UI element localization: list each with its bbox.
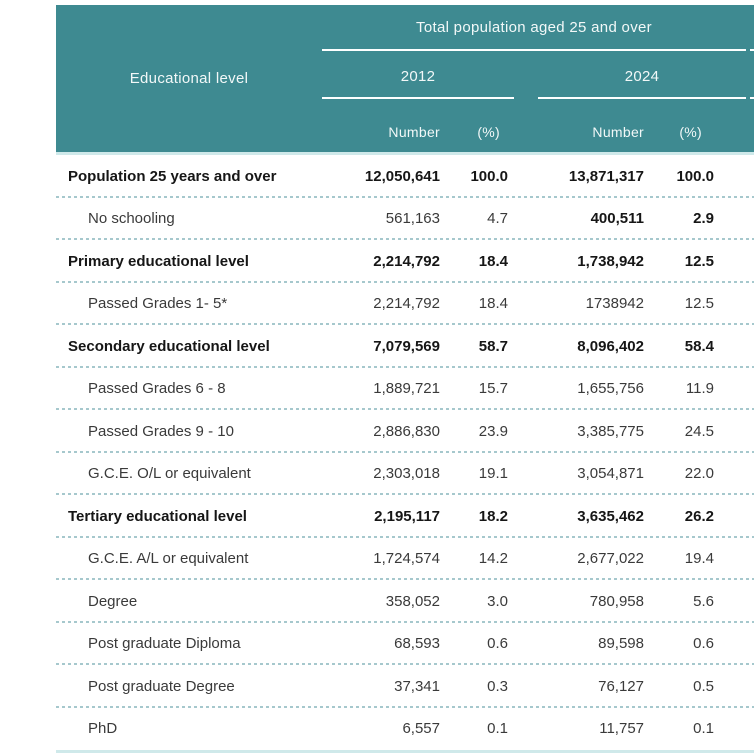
value-2024-percent: 22.0 [684,465,714,483]
educational-level-column-header: Educational level [129,70,249,87]
underline-2012 [322,97,514,99]
value-2012-number: 6,557 [402,720,440,738]
table-row [56,623,754,666]
table-row [56,283,754,326]
education-table [56,5,754,753]
value-2012-number: 2,214,792 [373,295,440,313]
value-2012-number: 358,052 [385,592,440,610]
value-2024-number: 13,871,317 [568,167,644,185]
row-label: Primary educational level [68,252,249,270]
table-row [56,325,754,368]
value-2024-percent: 0.1 [693,720,714,738]
value-2012-percent: 100.0 [470,167,508,185]
row-label: Secondary educational level [68,337,270,355]
table-header [56,5,754,155]
row-label: Passed Grades 1- 5* [88,295,228,313]
value-2012-number: 2,214,792 [373,252,440,270]
table-row [56,495,754,538]
value-2024-percent: 100.0 [676,167,714,185]
underline-total-population [322,49,746,51]
table-row [56,580,754,623]
value-2012-number: 1,724,574 [373,550,440,568]
subheader-2012-percent: (%) [477,124,500,140]
value-2012-percent: 0.1 [487,720,508,738]
table-row [56,368,754,411]
value-2012-percent: 14.2 [478,550,508,568]
value-2012-percent: 3.0 [487,592,508,610]
table-row [56,665,754,708]
value-2024-number: 3,385,775 [577,422,644,440]
value-2012-number: 7,079,569 [373,337,440,355]
value-2024-percent: 5.6 [693,592,714,610]
subheader-2024-number: Number [592,124,644,140]
value-2024-percent: 24.5 [684,422,714,440]
table-row [56,453,754,496]
value-2024-percent: 26.2 [684,507,714,525]
value-2024-number: 1,738,942 [577,252,644,270]
row-label: PhD [88,720,118,738]
value-2024-number: 400,511 [590,210,644,228]
value-2024-percent: 58.4 [684,337,714,355]
value-2012-number: 1,889,721 [373,380,440,398]
value-2012-number: 12,050,641 [364,167,440,185]
table-row [56,708,754,751]
value-2024-percent: 2.9 [693,210,714,228]
year-header-2024: 2024 [624,67,660,85]
year-header-2012: 2012 [400,67,436,85]
value-2012-percent: 58.7 [478,337,508,355]
row-label: G.C.E. O/L or equivalent [88,465,251,483]
row-label: Post graduate Degree [88,677,235,695]
value-2024-percent: 19.4 [684,550,714,568]
row-label: Passed Grades 6 - 8 [88,380,226,398]
value-2024-number: 76,127 [598,677,644,695]
table-body [56,155,754,750]
row-label: Degree [88,592,138,610]
value-2024-percent: 0.6 [693,635,714,653]
value-2012-percent: 19.1 [478,465,508,483]
table-row [56,240,754,283]
row-label: Passed Grades 9 - 10 [88,422,234,440]
table-row [56,198,754,241]
value-2024-number: 89,598 [598,635,644,653]
value-2024-percent: 11.9 [685,380,714,398]
value-2024-number: 2,677,022 [577,550,644,568]
value-2012-percent: 4.7 [487,210,508,228]
subheader-2024-percent: (%) [679,124,702,140]
row-label: Post graduate Diploma [88,635,241,653]
row-label: Tertiary educational level [68,507,247,525]
value-2012-number: 37,341 [394,677,440,695]
row-label: G.C.E. A/L or equivalent [88,550,249,568]
value-2024-number: 1,655,756 [577,380,644,398]
value-2024-number: 1738942 [585,295,644,313]
value-2024-number: 3,054,871 [577,465,644,483]
underline-next-column-stub [750,49,754,51]
row-label: No schooling [88,210,175,228]
value-2012-number: 561,163 [385,210,440,228]
value-2024-percent: 12.5 [684,295,714,313]
value-2012-percent: 15.7 [478,380,508,398]
value-2012-number: 2,303,018 [373,465,440,483]
underline-next-year-stub [750,97,754,99]
table-row [56,410,754,453]
value-2024-percent: 12.5 [684,252,714,270]
value-2012-percent: 23.9 [478,422,508,440]
table-row [56,155,754,198]
span-header-total-population: Total population aged 25 and over [416,18,652,36]
value-2012-number: 68,593 [394,635,440,653]
value-2012-percent: 0.6 [487,635,508,653]
value-2012-percent: 18.2 [478,507,508,525]
row-label: Population 25 years and over [68,167,277,185]
value-2024-number: 8,096,402 [577,337,644,355]
subheader-2012-number: Number [388,124,440,140]
value-2012-percent: 0.3 [487,677,508,695]
value-2012-number: 2,195,117 [374,507,440,525]
value-2024-number: 3,635,462 [577,507,644,525]
value-2012-percent: 18.4 [478,295,508,313]
value-2012-number: 2,886,830 [373,422,440,440]
value-2024-number: 780,958 [589,592,644,610]
value-2024-percent: 0.5 [693,677,714,695]
value-2024-number: 11,757 [599,720,644,738]
table-row [56,538,754,581]
underline-2024 [538,97,746,99]
value-2012-percent: 18.4 [478,252,508,270]
